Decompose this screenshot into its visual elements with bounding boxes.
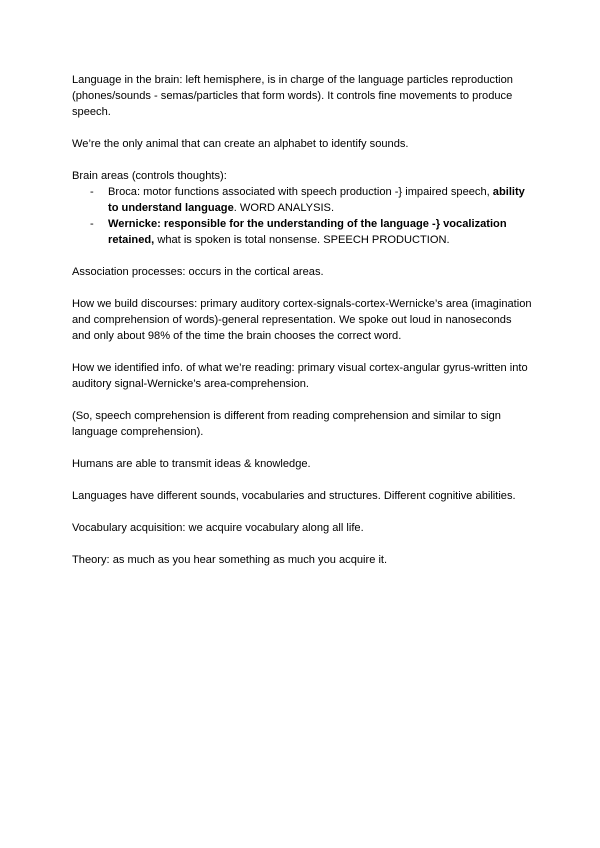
wernicke-bold-text: Wernicke: responsible for the understanding of the language -} vocalization retained, <box>108 218 507 246</box>
brain-areas-heading: Brain areas (controls thoughts): <box>72 170 227 182</box>
document-body <box>72 72 532 584</box>
wernicke-text: what is spoken is total nonsense. SPEECH PRODUCTION. <box>154 234 450 246</box>
paragraph-reading: How we identified info. of what we’re reading: primary visual cortex-angular gyrus-written into auditory signal-Wernicke’s area-comprehension. <box>72 362 528 390</box>
list-dash: - <box>90 186 94 198</box>
paragraph-discourses: How we build discourses: primary auditory cortex-signals-cortex-Wernicke’s area (imagination and comprehension of words)-general representation. We spoke out loud in nanoseconds and only about 98% of the time the brain chooses the correct word. <box>72 298 532 342</box>
broca-text-end: . WORD ANALYSIS. <box>233 202 335 214</box>
paragraph-vocabulary: Vocabulary acquisition: we acquire vocabulary along all life. <box>72 522 364 534</box>
list-dash: - <box>90 218 94 230</box>
paragraph-alphabet: We’re the only animal that can create an alphabet to identify sounds. <box>72 138 409 150</box>
broca-text: Broca: motor functions associated with speech production -} impaired speech, <box>108 186 493 198</box>
broca-bold-text: ability to understand language <box>108 186 525 214</box>
paragraph-comprehension: (So, speech comprehension is different from reading comprehension and similar to sign language comprehension). <box>72 410 501 438</box>
paragraph-humans: Humans are able to transmit ideas & knowledge. <box>72 458 311 470</box>
list-item-wernicke <box>72 216 532 248</box>
brain-areas-list <box>72 184 532 248</box>
paragraph-language-in-brain: Language in the brain: left hemisphere, is in charge of the language particles reproduction (phones/sounds - semas/particles that form words). It controls fine movements to produce speech. <box>72 74 513 118</box>
paragraph-languages: Languages have different sounds, vocabularies and structures. Different cognitive abilities. <box>72 490 516 502</box>
list-item-broca <box>72 184 532 216</box>
paragraph-association: Association processes: occurs in the cortical areas. <box>72 266 324 278</box>
paragraph-theory: Theory: as much as you hear something as much you acquire it. <box>72 554 388 566</box>
